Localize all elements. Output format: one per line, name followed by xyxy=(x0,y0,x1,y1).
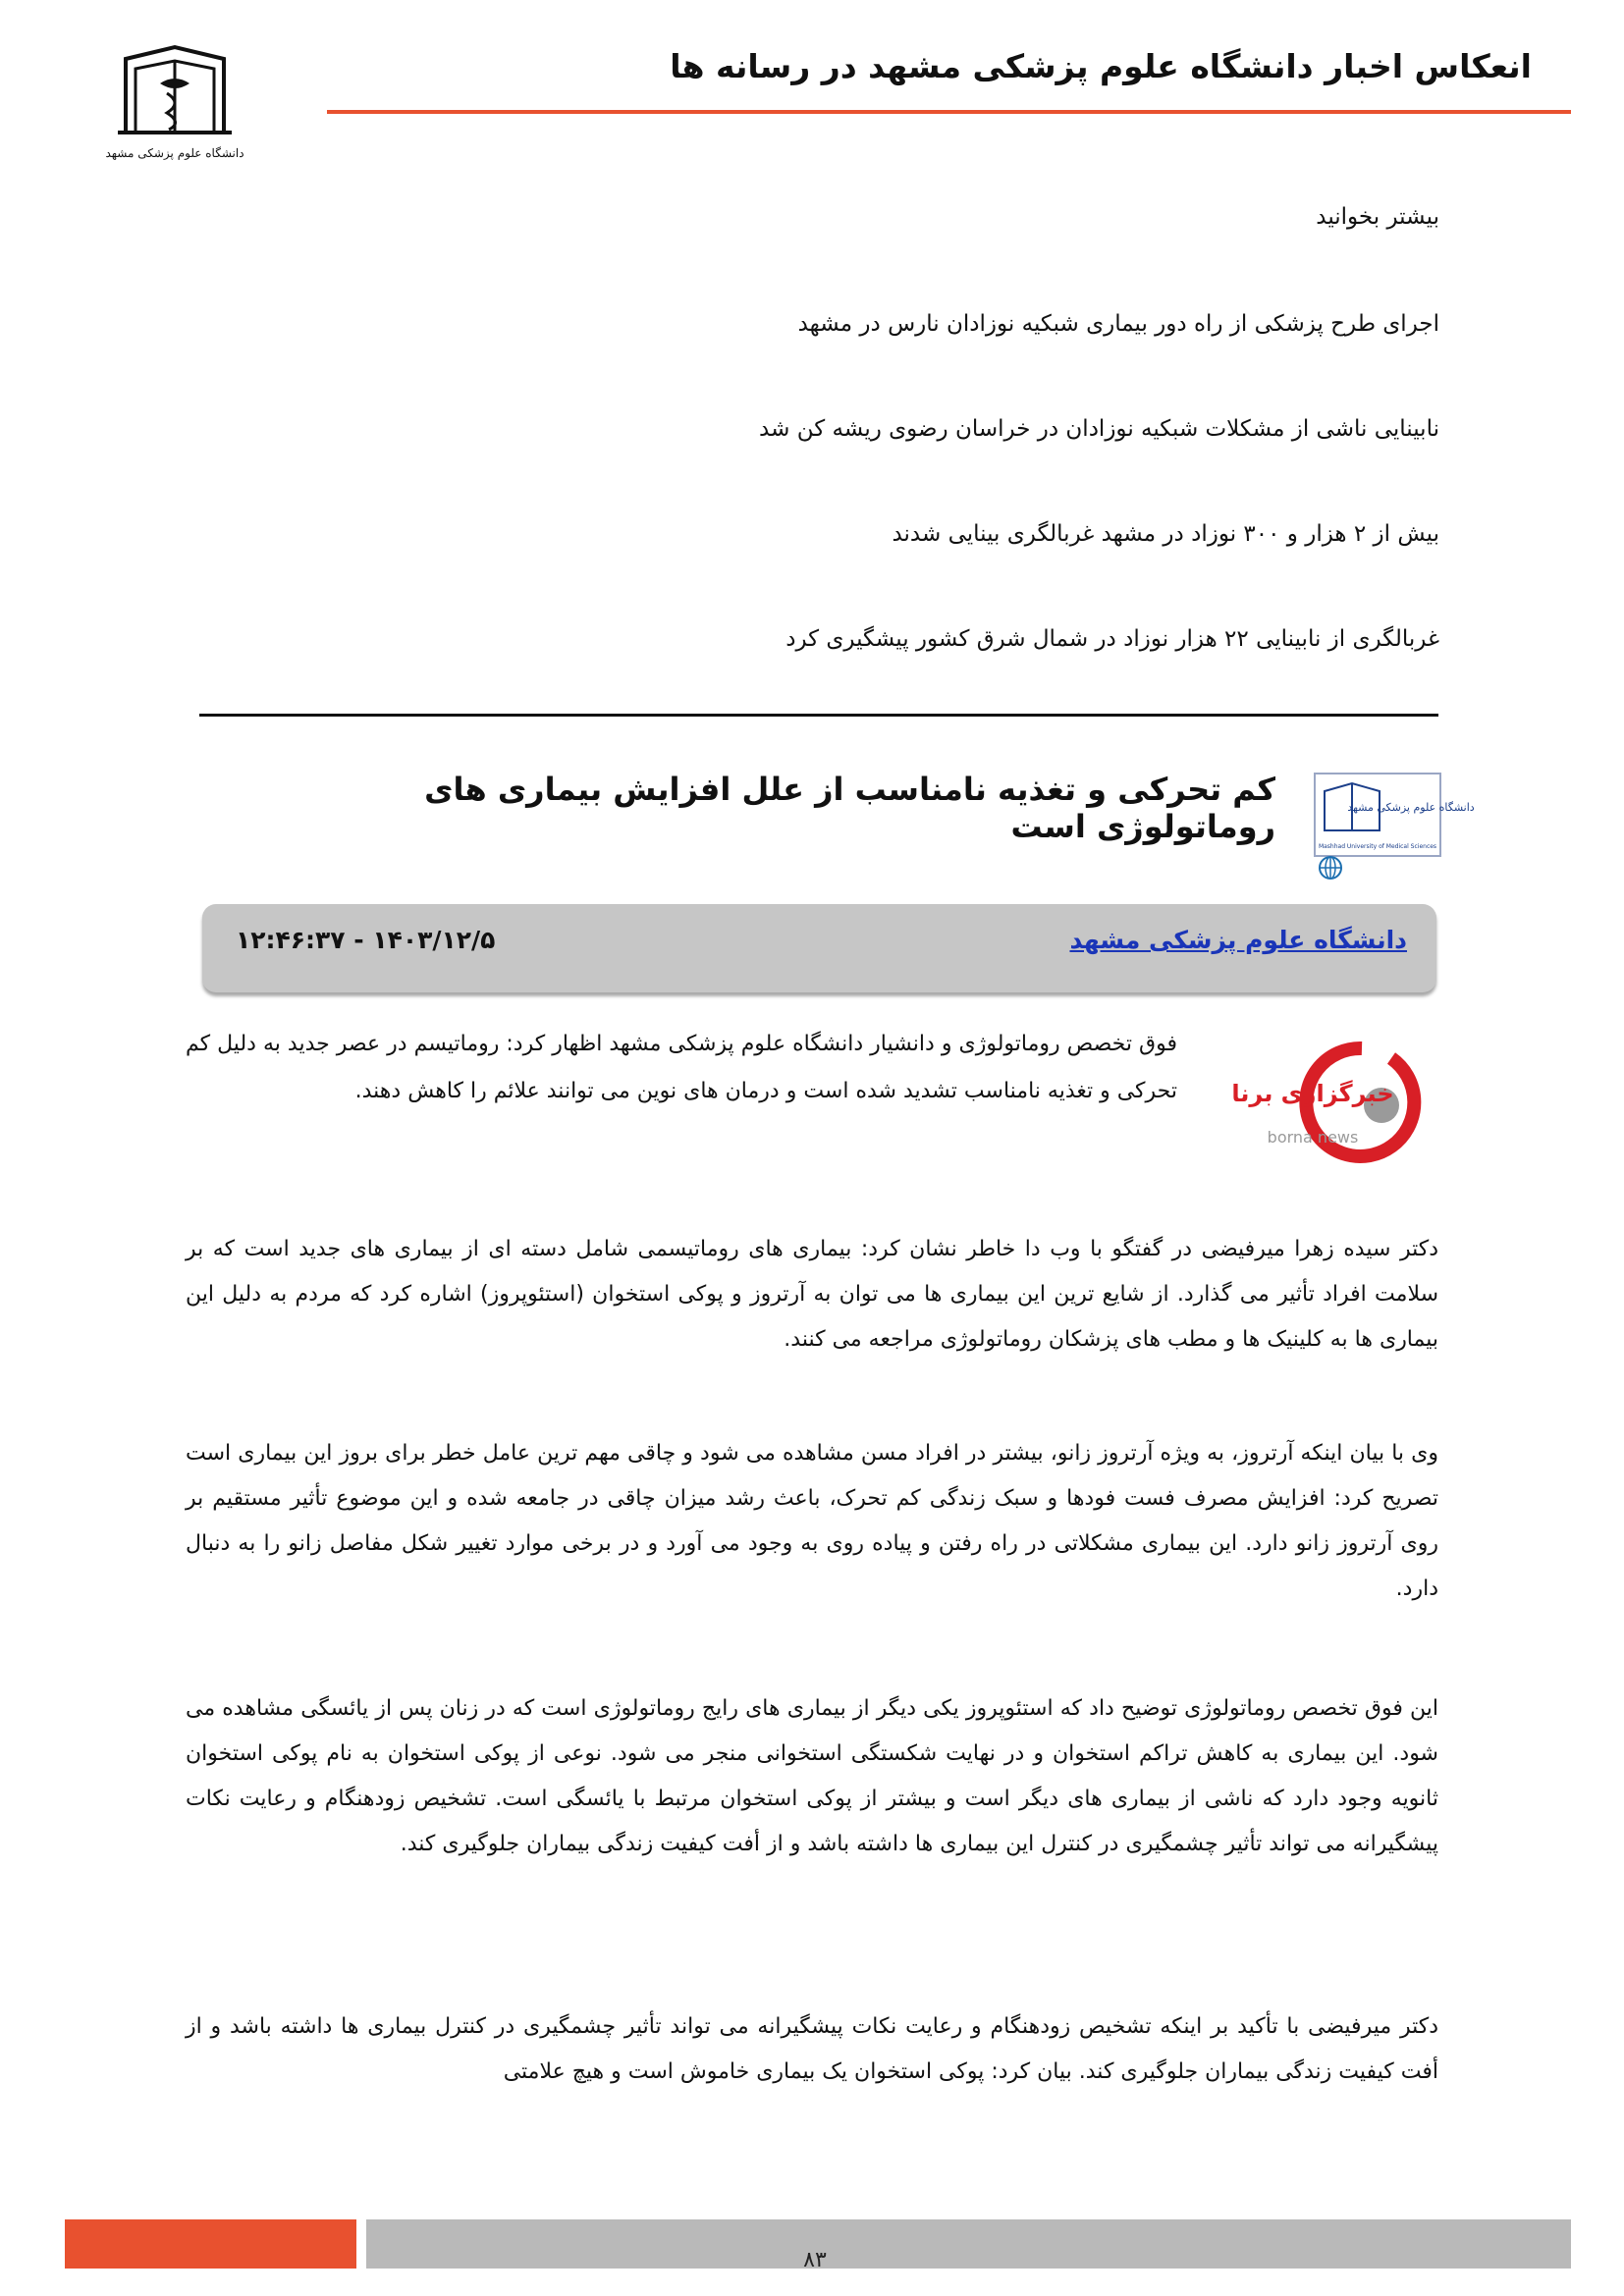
more-reading-heading: بیشتر بخوانید xyxy=(1316,204,1439,230)
university-logo xyxy=(106,39,244,169)
header-rule xyxy=(327,110,1571,114)
globe-icon xyxy=(1320,857,1341,879)
article-paragraph: این فوق تخصص روماتولوژی توضیح داد که استئوپروز یکی دیگر از بیماری های رایج روماتولوژی است که در زنان پس از یائسگی مشاهده می شود. این بیماری به کاهش تراکم استخوان و در نهایت شکستگی استخوانی منجر می شود. نوعی از پوکی استخوان به نام پوکی استخوان ثانویه وجود دارد که ناشی از بیماری های دیگر است و بیشتر از پوکی استخوان مرتبط با یائسگی است. تشخیص زودهنگام و رعایت نکات پیشگیرانه می تواند تأثیر چشمگیری در کنترل این بیماری ها داشته باشد و از أفت کیفیت زندگی بیماران جلوگیری کند. xyxy=(186,1696,1438,1856)
article-lead: فوق تخصص روماتولوژی و دانشیار دانشگاه علوم پزشکی مشهد اظهار کرد: روماتیسم در عصر جدید به دلیل کم تحرکی و تغذیه نامناسب تشدید شده است و درمان های نوین می توانند علائم را کاهش دهند. xyxy=(186,1032,1177,1103)
svg-text:Mashhad University of Medical: Mashhad University of Medical Sciences xyxy=(1318,843,1437,850)
article-paragraph: دکتر میرفیضی با تأکید بر اینکه تشخیص زودهنگام و رعایت نکات پیشگیرانه می تواند تأثیر چشمگیری در کنترل بیماری ها داشته باشد و از أفت کیفیت زندگی بیماران جلوگیری کند. بیان کرد: پوکی استخوان یک بیماری خاموش است و هیچ علامتی xyxy=(186,2014,1438,2084)
source-logo xyxy=(1313,772,1475,881)
article-meta-bar xyxy=(202,904,1436,992)
publish-datetime: ۱۲:۴۶:۳۷ - ۱۴۰۳/۱۲/۵ xyxy=(236,926,496,954)
footer-bar xyxy=(366,2219,1571,2269)
page-number: ۸۳ xyxy=(803,2248,827,2272)
article-title: کم تحرکی و تغذیه نامناسب از علل افزایش بیماری های روماتولوژی است xyxy=(424,771,1275,845)
university-emblem-icon xyxy=(106,39,244,169)
article-paragraph: دکتر سیده زهرا میرفیضی در گفتگو با وب دا خاطر نشان کرد: بیماری های روماتیسمی شامل دسته ای از بیماری های جدید است که بر سلامت افراد تأثیر می گذارد. از شایع ترین این بیماری ها می توان به آرتروز و پوکی استخوان (استئوپروز) اشاره کرد که مردم به دلیل این بیماری ها به کلینیک ها و مطب های پزشکان روماتولوژی مراجعه می کنند. xyxy=(186,1237,1438,1352)
article-paragraph: وی با بیان اینکه آرتروز، به ویژه آرتروز زانو، بیشتر در افراد مسن مشاهده می شود و چاقی مهم ترین عامل خطر برای بروز این بیماری است تصریح کرد: افزایش مصرف فست فودها و سبک زندگی کم تحرک، باعث رشد میزان چاقی در جامعه شده و این موضوع تأثیر مستقیم بر روی آرتروز زانو دارد. این بیماری مشکلاتی در راه رفتن و پیاده روی به وجود می آورد و در برخی موارد تغییر شکل مفاصل زانو را به دنبال دارد. xyxy=(186,1441,1438,1601)
related-link[interactable]: نابینایی ناشی از مشکلات شبکیه نوزادان در خراسان رضوی ریشه کن شد xyxy=(759,416,1439,442)
related-link[interactable]: غربالگری از نابینایی ۲۲ هزار نوزاد در شمال شرق کشور پیشگیری کرد xyxy=(785,626,1439,652)
svg-text:دانشگاه علوم پزشکی مشهد: دانشگاه علوم پزشکی مشهد xyxy=(105,146,244,160)
section-divider xyxy=(199,714,1438,717)
source-link[interactable]: دانشگاه علوم پزشکی مشهد xyxy=(1069,926,1407,954)
related-links-list xyxy=(359,304,1439,724)
document-title: انعکاس اخبار دانشگاه علوم پزشکی مشهد در رسانه ها xyxy=(670,47,1532,85)
svg-text:دانشگاه علوم پزشکی مشهد: دانشگاه علوم پزشکی مشهد xyxy=(1347,801,1475,814)
svg-text:borna news: borna news xyxy=(1267,1128,1359,1147)
svg-text:خبرگزاری برنا: خبرگزاری برنا xyxy=(1231,1080,1394,1107)
related-link[interactable]: بیش از ۲ هزار و ۳۰۰ نوزاد در مشهد غربالگری بینایی شدند xyxy=(892,521,1439,547)
related-link[interactable]: اجرای طرح پزشکی از راه دور بیماری شبکیه نوزادان نارس در مشهد xyxy=(797,311,1439,337)
footer-accent-bar xyxy=(65,2219,356,2269)
news-agency-logo xyxy=(1215,1019,1442,1196)
